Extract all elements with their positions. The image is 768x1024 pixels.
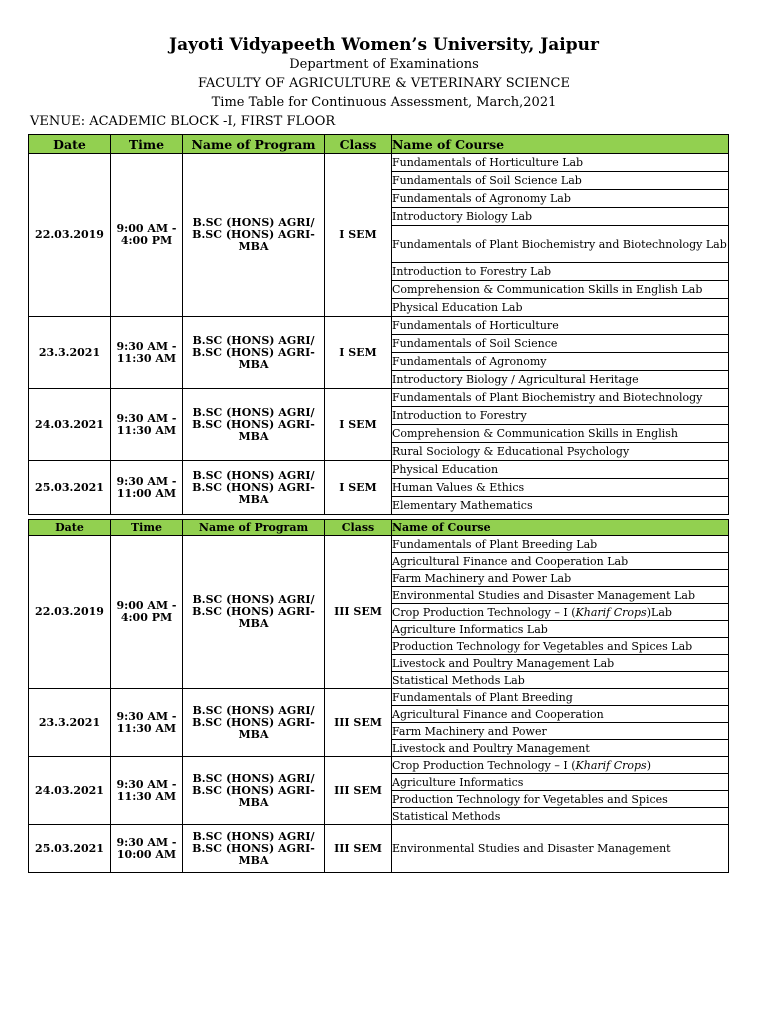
- course-cell: Fundamentals of Horticulture: [392, 317, 729, 335]
- date-cell: 22.03.2019: [29, 154, 111, 317]
- class-cell: III SEM: [325, 757, 392, 825]
- class-cell: I SEM: [325, 389, 392, 461]
- program-cell: B.SC (HONS) AGRI/ B.SC (HONS) AGRI- MBA: [183, 825, 325, 873]
- course-cell: Environmental Studies and Disaster Management: [392, 825, 729, 873]
- course-cell: Human Values & Ethics: [392, 479, 729, 497]
- course-cell: Agricultural Finance and Cooperation Lab: [392, 553, 729, 570]
- course-cell: Fundamentals of Plant Biochemistry and Biotechnology: [392, 389, 729, 407]
- table-row: [29, 154, 729, 172]
- course-cell: Environmental Studies and Disaster Management Lab: [392, 587, 729, 604]
- course-cell: Introduction to Forestry: [392, 407, 729, 425]
- program-cell: B.SC (HONS) AGRI/ B.SC (HONS) AGRI- MBA: [183, 689, 325, 757]
- course-cell: Rural Sociology & Educational Psychology: [392, 443, 729, 461]
- sem3-timetable: [28, 519, 729, 873]
- col-program: Name of Program: [183, 135, 325, 154]
- course-cell: Statistical Methods: [392, 808, 729, 825]
- date-cell: 23.3.2021: [29, 689, 111, 757]
- course-cell: Elementary Mathematics: [392, 497, 729, 515]
- time-cell: 9:30 AM - 10:00 AM: [111, 825, 183, 873]
- date-cell: 22.03.2019: [29, 536, 111, 689]
- time-cell: 9:00 AM - 4:00 PM: [111, 154, 183, 317]
- table-row: [29, 389, 729, 407]
- time-cell: 9:30 AM - 11:30 AM: [111, 757, 183, 825]
- program-cell: B.SC (HONS) AGRI/ B.SC (HONS) AGRI- MBA: [183, 154, 325, 317]
- course-cell: Physical Education: [392, 461, 729, 479]
- course-cell: Fundamentals of Plant Breeding: [392, 689, 729, 706]
- class-cell: I SEM: [325, 461, 392, 515]
- course-cell: Crop Production Technology – I (Kharif Crops): [392, 757, 729, 774]
- time-cell: 9:30 AM - 11:30 AM: [111, 317, 183, 389]
- course-cell: Introductory Biology / Agricultural Heritage: [392, 371, 729, 389]
- table-row: [29, 757, 729, 774]
- date-cell: 25.03.2021: [29, 461, 111, 515]
- col-class: Class: [325, 135, 392, 154]
- class-cell: I SEM: [325, 317, 392, 389]
- time-cell: 9:30 AM - 11:30 AM: [111, 389, 183, 461]
- department-title: Department of Examinations: [289, 57, 479, 72]
- program-cell: B.SC (HONS) AGRI/ B.SC (HONS) AGRI- MBA: [183, 536, 325, 689]
- course-cell: Fundamentals of Soil Science: [392, 335, 729, 353]
- program-cell: B.SC (HONS) AGRI/ B.SC (HONS) AGRI- MBA: [183, 317, 325, 389]
- course-cell: Fundamentals of Soil Science Lab: [392, 172, 729, 190]
- table-row: [29, 689, 729, 706]
- course-cell: Fundamentals of Agronomy Lab: [392, 190, 729, 208]
- university-title: Jayoti Vidyapeeth Women’s University, Jaipur: [169, 35, 599, 55]
- course-cell: Agriculture Informatics Lab: [392, 621, 729, 638]
- course-cell: Fundamentals of Plant Biochemistry and Biotechnology Lab: [392, 226, 729, 263]
- date-cell: 25.03.2021: [29, 825, 111, 873]
- course-cell: Statistical Methods Lab: [392, 672, 729, 689]
- class-cell: III SEM: [325, 536, 392, 689]
- col-time: Time: [111, 520, 183, 536]
- col-date: Date: [29, 520, 111, 536]
- col-course: Name of Course: [392, 520, 729, 536]
- course-cell: Farm Machinery and Power Lab: [392, 570, 729, 587]
- course-cell: Introduction to Forestry Lab: [392, 263, 729, 281]
- course-cell: Livestock and Poultry Management: [392, 740, 729, 757]
- course-cell: Physical Education Lab: [392, 299, 729, 317]
- program-cell: B.SC (HONS) AGRI/ B.SC (HONS) AGRI- MBA: [183, 461, 325, 515]
- course-cell: Comprehension & Communication Skills in English: [392, 425, 729, 443]
- course-cell: Fundamentals of Plant Breeding Lab: [392, 536, 729, 553]
- col-date: Date: [29, 135, 111, 154]
- course-cell: Production Technology for Vegetables and Spices Lab: [392, 638, 729, 655]
- table-header-row: [29, 135, 729, 154]
- date-cell: 23.3.2021: [29, 317, 111, 389]
- table-row: [29, 317, 729, 335]
- faculty-title: FACULTY OF AGRICULTURE & VETERINARY SCIENCE: [198, 76, 570, 91]
- class-cell: III SEM: [325, 689, 392, 757]
- course-cell: Agricultural Finance and Cooperation: [392, 706, 729, 723]
- col-class: Class: [325, 520, 392, 536]
- course-cell: Fundamentals of Horticulture Lab: [392, 154, 729, 172]
- time-cell: 9:30 AM - 11:30 AM: [111, 689, 183, 757]
- course-cell: Farm Machinery and Power: [392, 723, 729, 740]
- table-row: [29, 461, 729, 479]
- table-header-row: [29, 520, 729, 536]
- date-cell: 24.03.2021: [29, 389, 111, 461]
- course-cell: Comprehension & Communication Skills in English Lab: [392, 281, 729, 299]
- course-cell: Production Technology for Vegetables and Spices: [392, 791, 729, 808]
- class-cell: III SEM: [325, 825, 392, 873]
- time-cell: 9:30 AM - 11:00 AM: [111, 461, 183, 515]
- col-time: Time: [111, 135, 183, 154]
- program-cell: B.SC (HONS) AGRI/ B.SC (HONS) AGRI- MBA: [183, 389, 325, 461]
- timetable-title: Time Table for Continuous Assessment, March,2021: [211, 95, 557, 110]
- program-cell: B.SC (HONS) AGRI/ B.SC (HONS) AGRI- MBA: [183, 757, 325, 825]
- venue-line: VENUE: ACADEMIC BLOCK -I, FIRST FLOOR: [30, 114, 336, 129]
- course-cell: Agriculture Informatics: [392, 774, 729, 791]
- time-cell: 9:00 AM - 4:00 PM: [111, 536, 183, 689]
- date-cell: 24.03.2021: [29, 757, 111, 825]
- course-cell: Introductory Biology Lab: [392, 208, 729, 226]
- sem1-timetable: [28, 134, 729, 515]
- course-cell: Crop Production Technology – I (Kharif Crops)Lab: [392, 604, 729, 621]
- course-cell: Livestock and Poultry Management Lab: [392, 655, 729, 672]
- course-cell: Fundamentals of Agronomy: [392, 353, 729, 371]
- col-program: Name of Program: [183, 520, 325, 536]
- table-row: [29, 536, 729, 553]
- table-row: [29, 825, 729, 873]
- class-cell: I SEM: [325, 154, 392, 317]
- col-course: Name of Course: [392, 135, 729, 154]
